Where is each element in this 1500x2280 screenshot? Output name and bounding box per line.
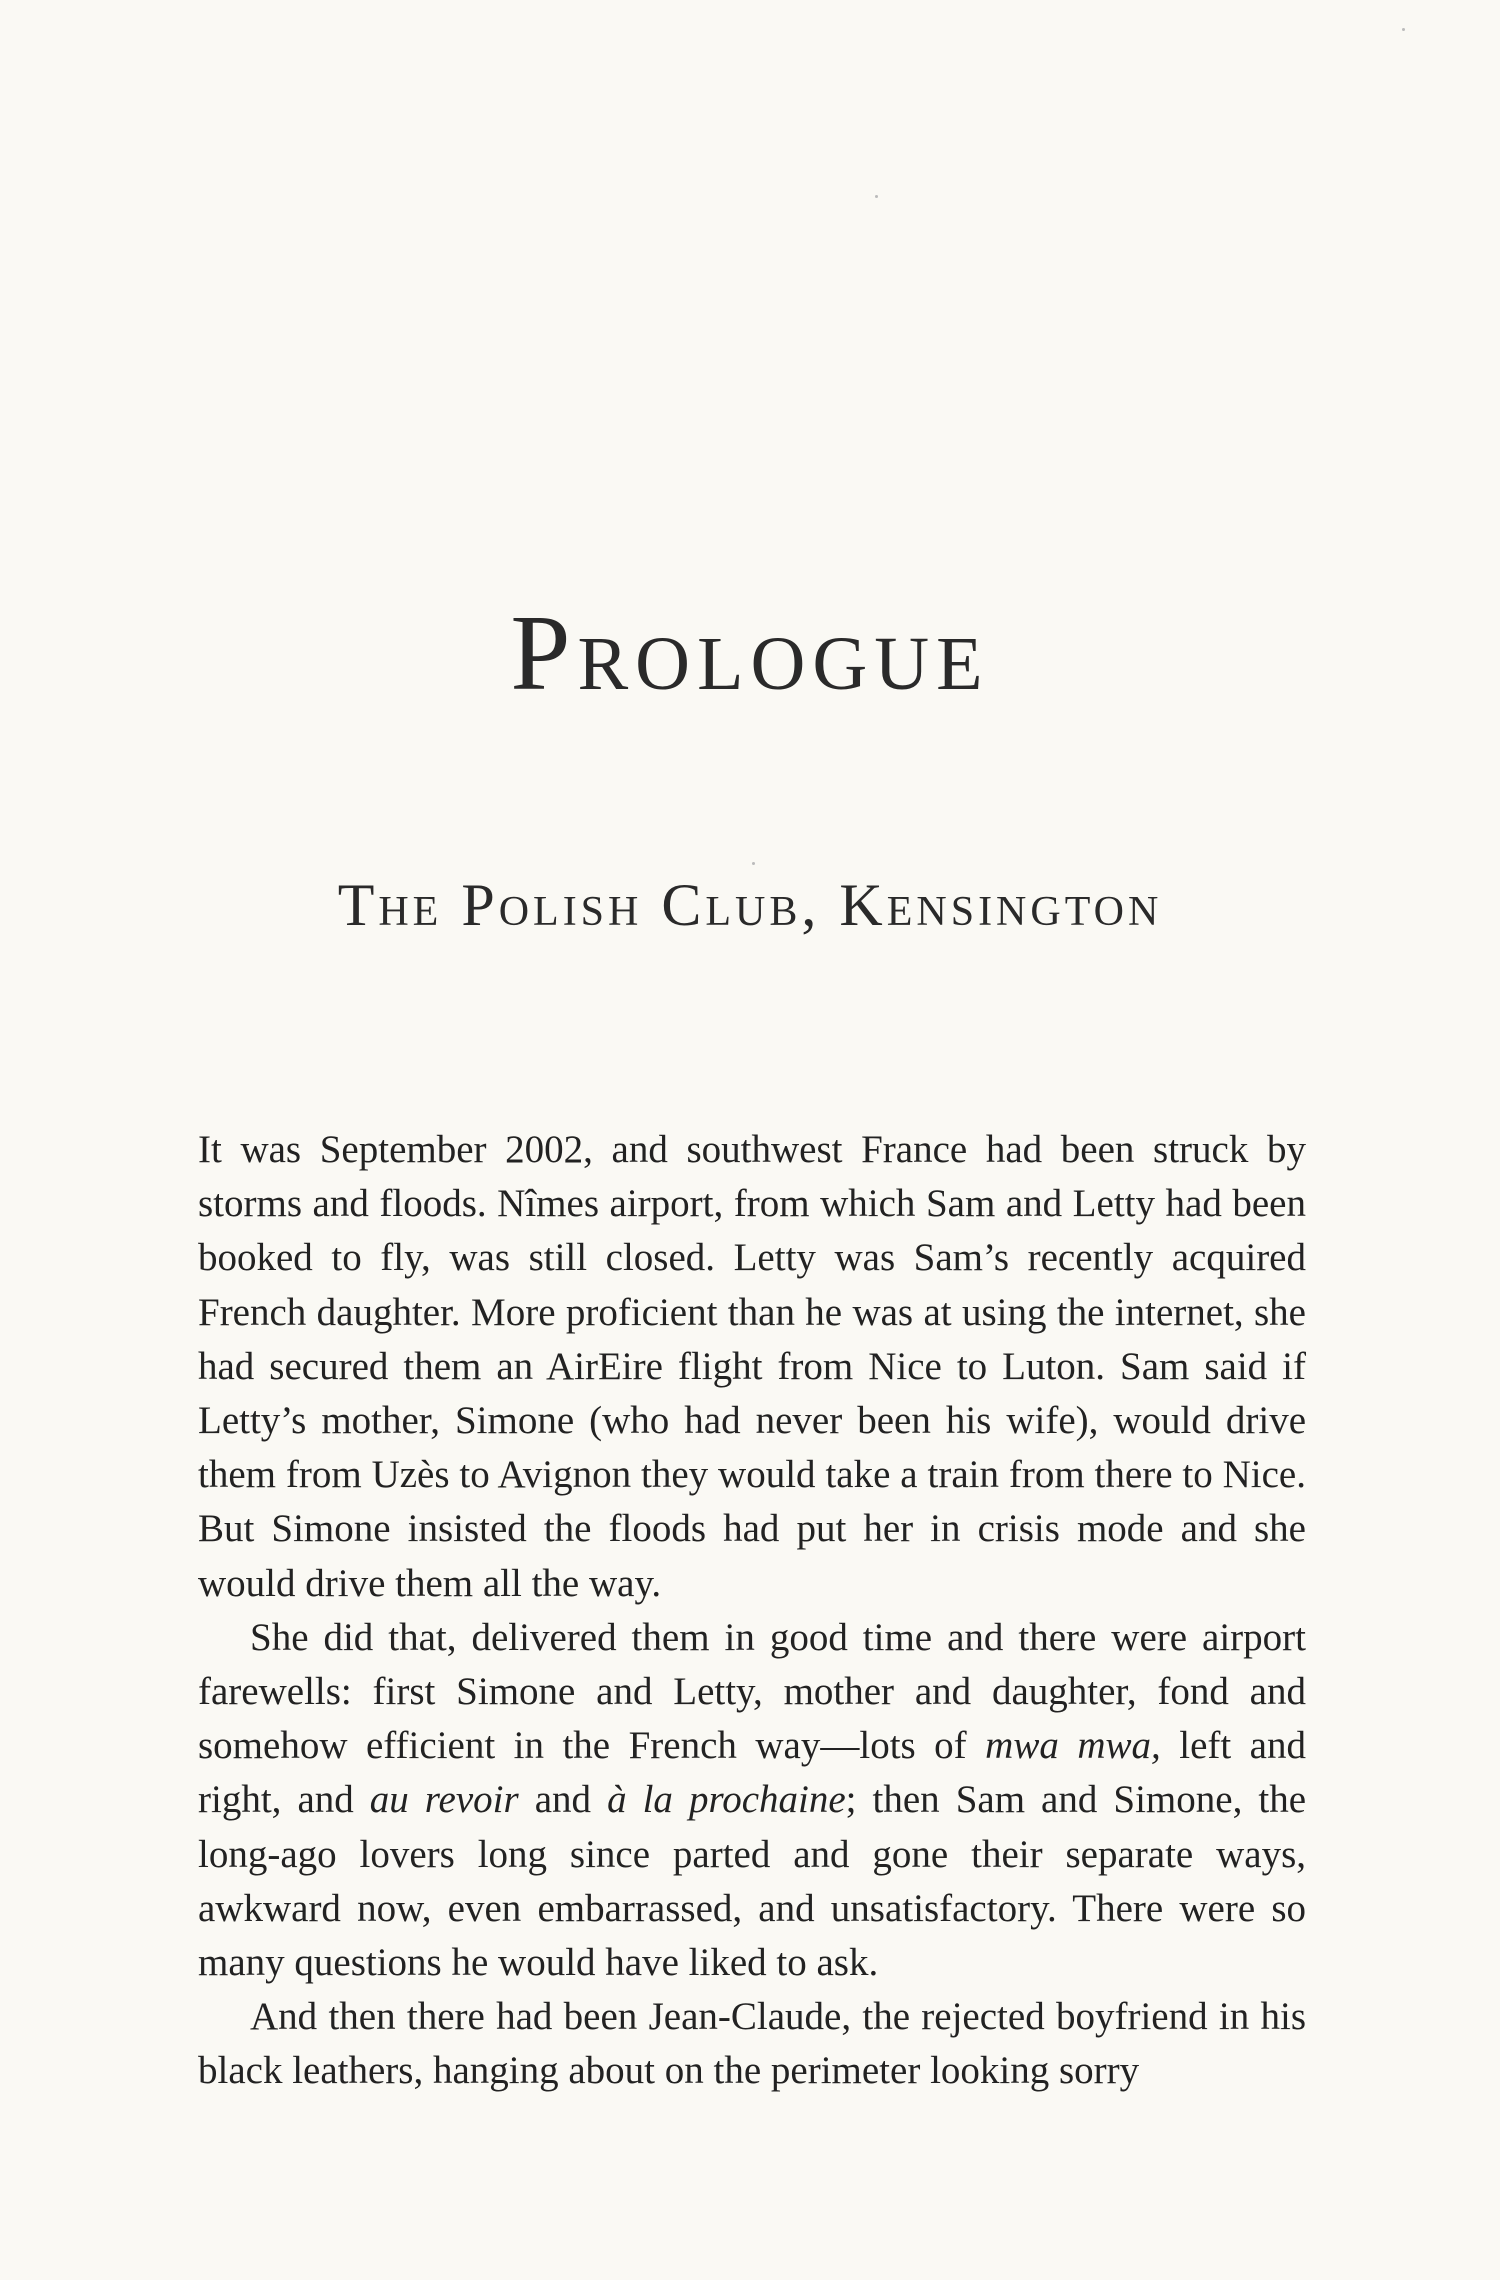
scan-speck	[1402, 28, 1405, 31]
paragraph-2-italic-3: à la prochaine	[607, 1778, 846, 1822]
paragraph-1: It was September 2002, and southwest France had been struck by storms and floods. Nîmes airport, from which Sam and Letty had been booked to fly, was still closed. Letty was Sam’s recently acquired French daughter. More proficient than he was at using the internet, she had secured them an AirEire flight from Nice to Luton. Sam said if Letty’s mother, Simone (who had never been his wife), would drive them from Uzès to Avignon they would take a train from there to Nice. But Simone insisted the floods had put her in crisis mode and she would drive them all the way.	[198, 1128, 1306, 1605]
paragraph-2-italic-2: au revoir	[369, 1778, 519, 1822]
paragraph-2-text-4: ; then Sam and Simone, the long-ago lovers long since parted and gone their separate ways, awkward now, even embarrassed, and unsatisfactory. There were so many questions he would have liked to ask.	[198, 1778, 1306, 1985]
paragraph-2-text-3: and	[518, 1778, 608, 1822]
chapter-title: Prologue	[510, 594, 990, 713]
body-text	[198, 1123, 1306, 2099]
paragraph-2-text-1: She did that, delivered them in good time and there were airport farewells: first Simone and Letty, mother and daughter, fond and somehow efficient in the French way—lots of	[198, 1615, 1306, 1768]
scan-speck	[875, 195, 878, 198]
paragraph-2-italic-1: mwa mwa,	[985, 1724, 1161, 1768]
paragraph-2	[198, 1611, 1306, 1990]
chapter-subtitle: The Polish Club, Kensington	[337, 872, 1163, 938]
scan-speck	[752, 862, 755, 865]
paragraph-2-text-2: left and right, and	[198, 1724, 1306, 1822]
paragraph-3: And then there had been Jean-Claude, the rejected boyfriend in his black leathers, hanging about on the perimeter looking sorry	[198, 1995, 1306, 2093]
